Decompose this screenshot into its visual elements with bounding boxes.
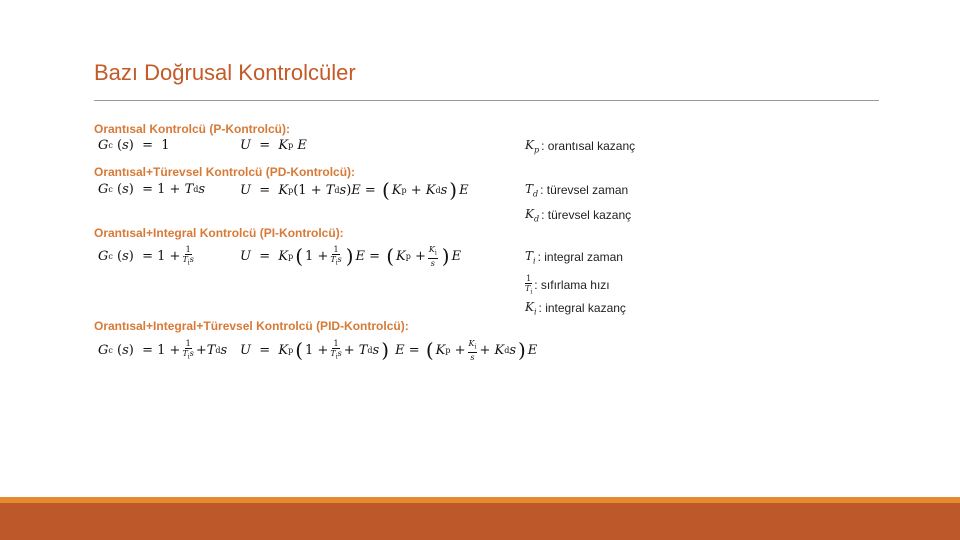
pid-control-law: U = K p ( 1 + $\frac{1}{T_is}$ + T d s ) E = ( K p + $\frac{K_i}{s}$ + K d s ) E bbox=[240, 338, 538, 363]
pi-controller-heading: Orantısal+Integral Kontrolcü (PI-Kontrolcü): bbox=[94, 226, 344, 240]
note-ti: $T_i$ : integral zaman bbox=[525, 249, 623, 266]
slide-title: Bazı Doğrusal Kontrolcüler bbox=[94, 60, 356, 85]
pd-control-law: U = K p (1 + T d s ) E = ( K p + K d s ) E bbox=[240, 178, 469, 202]
note-kp: $K_p$ : orantısal kazanç bbox=[525, 138, 636, 155]
note-reset-rate: $\frac{1}{T_i}$ : sıfırlama hızı bbox=[525, 274, 610, 296]
pd-transfer-function: G c ( s ) = 1 + T d s bbox=[98, 182, 206, 197]
pi-transfer-function: G c ( s ) = 1 + $\frac{1}{T_is}$ bbox=[98, 245, 194, 267]
pid-transfer-function: G c ( s ) = 1 + $\frac{1}{T_is}$ + T d s bbox=[98, 339, 228, 361]
pd-controller-heading: Orantısal+Türevsel Kontrolcü (PD-Kontrolcü): bbox=[94, 165, 356, 179]
note-ki: $K_i$ : integral kazanç bbox=[525, 300, 626, 317]
p-transfer-function: G c ( s ) = 1 bbox=[98, 138, 170, 153]
footer-bar bbox=[0, 503, 960, 540]
pi-control-law: U = K p ( 1 + $\frac{1}{T_is}$ ) E = ( K p + $\frac{K_i}{s}$ ) E bbox=[240, 244, 462, 269]
p-controller-heading: Orantısal Kontrolcü (P-Kontrolcü): bbox=[94, 122, 290, 136]
title-divider bbox=[94, 100, 879, 101]
note-td: $T_d$ : türevsel zaman bbox=[525, 182, 629, 199]
pid-controller-heading: Orantısal+Integral+Türevsel Kontrolcü (PID-Kontrolcü): bbox=[94, 319, 409, 333]
note-kd: $K_d$ : türevsel kazanç bbox=[525, 207, 632, 224]
p-control-law: U = K p E bbox=[240, 138, 307, 153]
